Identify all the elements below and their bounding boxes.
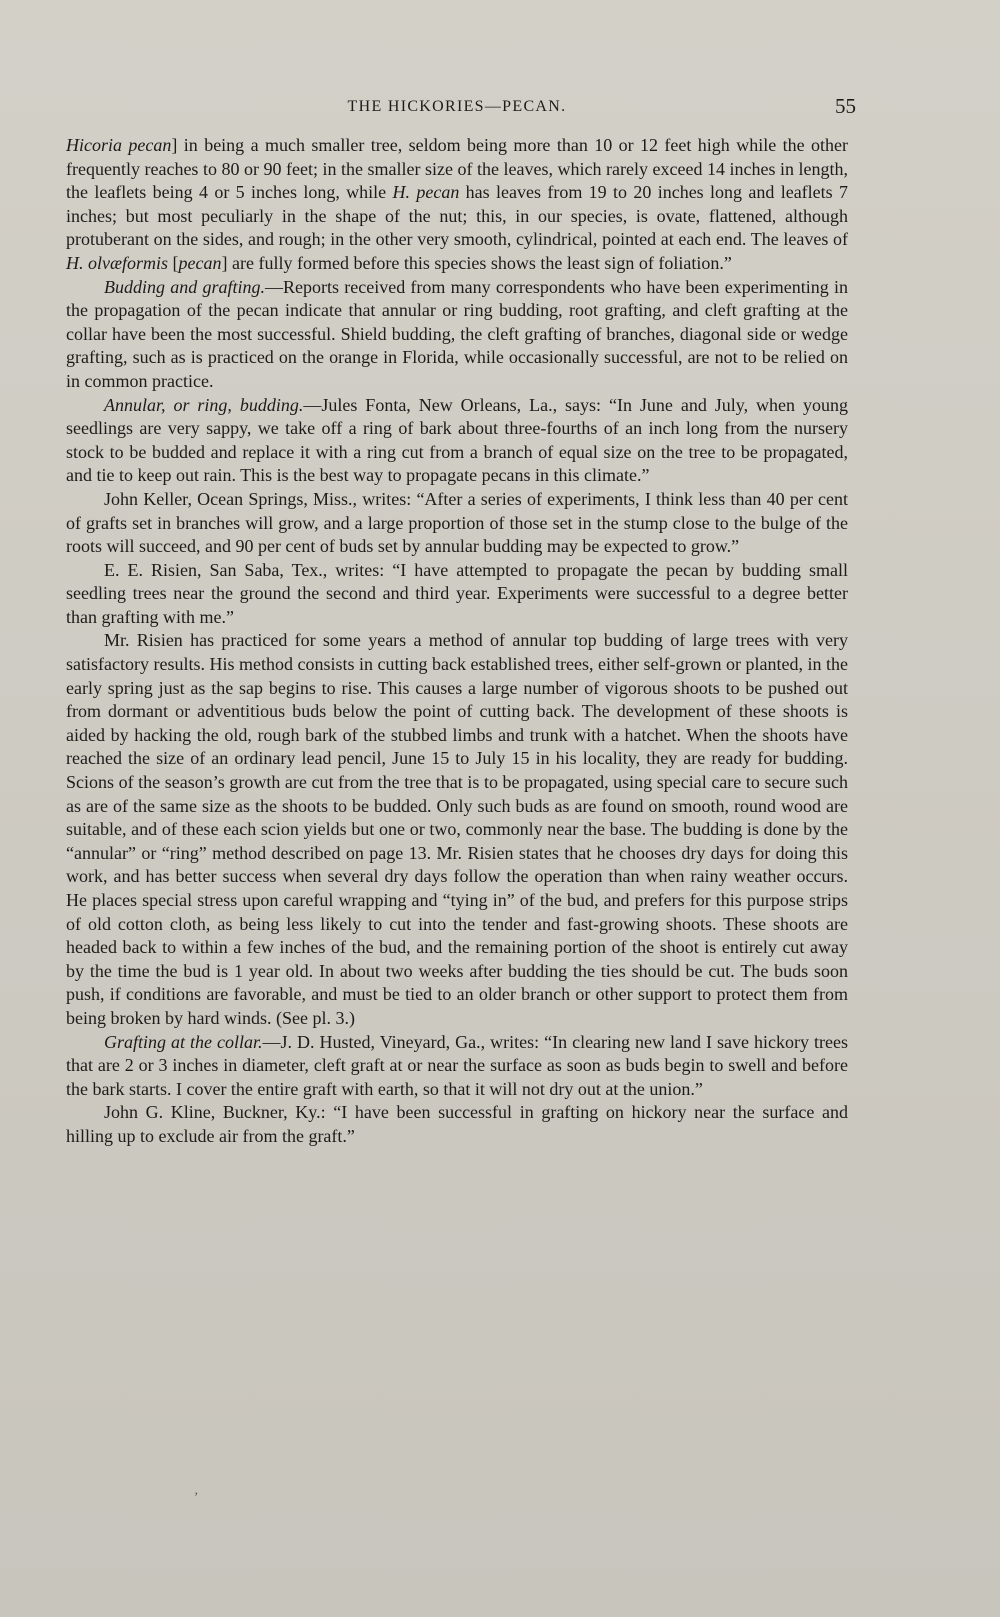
text-run: —J. D. Husted, Vineyard, Ga., writes: “In clearing new land I save hickory trees that are 2 or 3 inches in diameter, cleft graft at or near the surface as soon as buds begin to swell and before the bark starts. I cover the entire graft with earth, so that it will not dry out at the union.”: [66, 1031, 848, 1099]
italic-run: pecan: [178, 252, 222, 273]
paragraph-ring-budding: [66, 394, 848, 488]
paragraph-grafting-at-collar: [66, 1031, 848, 1102]
text-run: ] are fully formed before this species shows the least sign of foliation.”: [221, 252, 732, 273]
text-run: E. E. Risien, San Saba, Tex., writes: “I have attempted to propagate the pecan by budding small seedling trees near the ground the second and third year. Experiments were successful to a degree better than grafting with me.”: [66, 559, 848, 627]
text-run: John Keller, Ocean Springs, Miss., writes: “After a series of experiments, I think less than 40 per cent of grafts set in branches will grow, and a large proportion of those set in the stump close to the bulge of the roots will succeed, and 90 per cent of buds set by annular budding may be expected to grow.”: [66, 488, 848, 557]
paragraph-continuation: [66, 134, 848, 276]
sidehead: Budding and grafting.: [104, 276, 265, 297]
text-run: Mr. Risien has practiced for some years a method of annular top budding of large trees with very satisfactory results. His method consists in cutting back established trees, either self-grown or planted, in the early spring just as the sap begins to rise. This causes a large number of vigorous shoots to be pushed out from dormant or adventitious buds below the point of cutting back. The development of these shoots is aided by hacking the old, rough bark of the stubbed limbs and trunk with a hatchet. When the shoots have reached the size of an ordinary lead pencil, June 15 to July 15 in his locality, they are ready for budding. Scions of the season’s growth are cut from the tree that is to be propagated, using special care to secure such as are of the same size as the shoots to be budded. Only such buds as are found on smooth, round wood are suitable, and of these each scion yields but one or two, commonly near the base. The budding is done by the “annular” or “ring” method described on page 13. Mr. Risien states that he chooses dry days for doing this work, and has better success when several dry days follow the operation than when rainy weather occurs. He places special stress upon careful wrapping and “tying in” of the bud, and prefers for this purpose strips of old cotton cloth, as being less likely to cut into the tender and fast-growing shoots. These shoots are headed back to within a few inches of the bud, and the remaining portion of the shoot is entirely cut away by the time the bud is 1 year old. In about two weeks after budding the ties should be cut. The buds soon push, if conditions are favorable, and must be tied to an older branch or other support to protect them from being broken by hard winds. (See pl. 3.): [66, 630, 848, 1028]
text-run: has leaves from 19 to 20 inches long and leaflets 7 inches; but most peculiarly in the shape of the nut; this, in our species, is ovate, flattened, although protuberant on the sides, and rough; in the other very smooth, cylindrical, pointed at each end. The leaves of: [66, 182, 849, 250]
sidehead: Annular, or ring, budding.: [104, 394, 304, 415]
running-title: THE HICKORIES—PECAN.: [347, 98, 567, 115]
text-run: John G. Kline, Buckner, Ky.: “I have been successful in grafting on hickory near the surface and hilling up to exclude air from the graft.”: [66, 1102, 848, 1146]
body-text: [66, 134, 848, 1149]
text-run: ] in being a much smaller tree, seldom being more than 10 or 12 feet high while the other frequently reaches to 80 or 90 feet; in the smaller size of the leaves, which rarely exceed 14 inches in length, the leaflets being 4 or 5 inches long, while: [66, 135, 848, 203]
pencil-mark: ʼ: [194, 1489, 199, 1504]
paragraph-keller: [66, 488, 848, 559]
italic-run: H. pecan: [392, 182, 460, 203]
text-run: —Jules Fonta, New Orleans, La., says: “In June and July, when young seedlings are very sappy, we take off a ring of bark about three-fourths of an inch long from the nursery stock to be budded and replace it with a ring cut from a branch of equal size on the tree to be propagated, and tie to keep out rain. This is the best way to propagate pecans in this climate.”: [66, 394, 848, 486]
paragraph-kline: [66, 1101, 848, 1148]
italic-run: H. olvæformis: [66, 252, 169, 273]
paragraph-budding-and-grafting: [66, 276, 848, 394]
sidehead: Grafting at the collar.: [104, 1031, 263, 1052]
paragraph-risien-quote: [66, 559, 848, 630]
text-run: [: [168, 252, 179, 273]
running-head: [66, 94, 856, 122]
page-number: 55: [835, 94, 856, 118]
text-run: —Reports received from many correspondents who have been experimenting in the propagation of the pecan indicate that annular or ring budding, root grafting, and cleft grafting at the collar have been the most successful. Shield budding, the cleft grafting of branches, diagonal side or wedge grafting, such as is practiced on the orange in Florida, while occasionally successful, are not to be relied on in common practice.: [66, 276, 848, 391]
italic-run: Hicoria pecan: [66, 135, 172, 155]
paragraph-risien-method: [66, 629, 848, 1030]
